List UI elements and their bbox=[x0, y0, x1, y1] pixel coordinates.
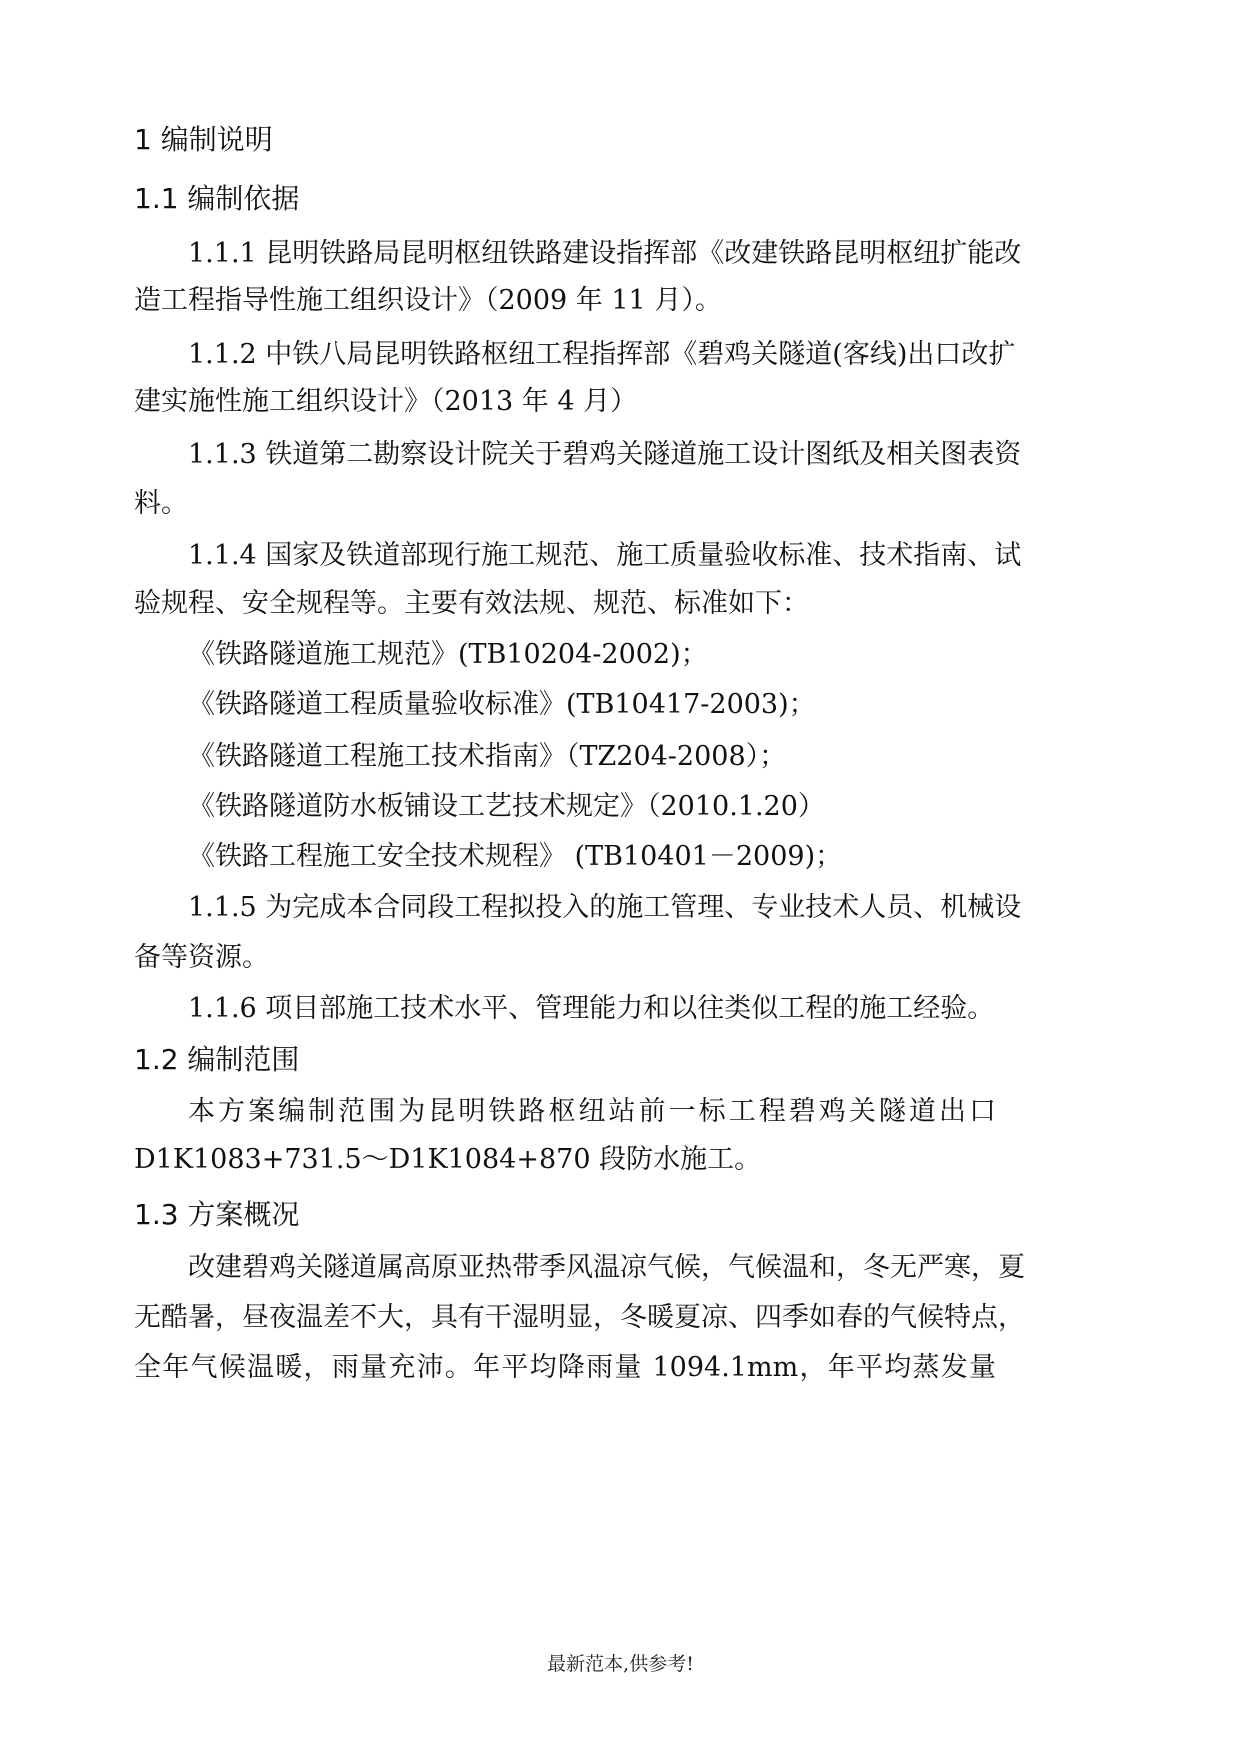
standard-item: 《铁路隧道工程质量验收标准》(TB10417-2003)； bbox=[188, 689, 816, 720]
para-1-1-4-line-1: 1.1.4 国家及铁道部现行施工规范、施工质量验收标准、技术指南、试 bbox=[188, 540, 1022, 571]
standard-item: 《铁路隧道防水板铺设工艺技术规定》（2010.1.20） bbox=[188, 791, 825, 822]
page-footer: 最新范本,供参考! bbox=[547, 1653, 694, 1675]
para-1-1-3-line-2: 料。 bbox=[134, 488, 188, 519]
para-1-2-line-1: 本方案编制范围为昆明铁路枢纽站前一标工程碧鸡关隧道出口 bbox=[188, 1096, 996, 1127]
para-1-1-6: 1.1.6 项目部施工技术水平、管理能力和以往类似工程的施工经验。 bbox=[188, 993, 995, 1024]
standard-item: 《铁路工程施工安全技术规程》 (TB10401－2009)； bbox=[188, 841, 843, 872]
heading-section-1-3: 1.3 方案概况 bbox=[134, 1198, 300, 1231]
standard-item: 《铁路隧道工程施工技术指南》（TZ204-2008）； bbox=[188, 741, 787, 772]
heading-section-1: 1 编制说明 bbox=[134, 123, 273, 156]
para-1-1-2-line-2: 建实施性施工组织设计》（2013 年 4 月） bbox=[134, 386, 638, 417]
para-1-1-1-line-1: 1.1.1 昆明铁路局昆明枢纽铁路建设指挥部《改建铁路昆明枢纽扩能改 bbox=[188, 238, 1022, 269]
para-1-1-5-line-1: 1.1.5 为完成本合同段工程拟投入的施工管理、专业技术人员、机械设 bbox=[188, 892, 1022, 923]
para-1-1-3-line-1: 1.1.3 铁道第二勘察设计院关于碧鸡关隧道施工设计图纸及相关图表资 bbox=[188, 439, 1022, 470]
heading-section-1-2: 1.2 编制范围 bbox=[134, 1043, 300, 1076]
para-1-3-line-2: 无酷暑，昼夜温差不大，具有干湿明显，冬暖夏凉、四季如春的气候特点， bbox=[134, 1302, 1025, 1333]
para-1-1-1-line-2: 造工程指导性施工组织设计》（2009 年 11 月）。 bbox=[134, 285, 722, 316]
heading-section-1-1: 1.1 编制依据 bbox=[134, 182, 300, 215]
para-1-3-line-1: 改建碧鸡关隧道属高原亚热带季风温凉气候，气候温和，冬无严寒，夏 bbox=[188, 1252, 1025, 1283]
para-1-2-line-2: D1K1083+731.5～D1K1084+870 段防水施工。 bbox=[134, 1144, 762, 1175]
para-1-1-5-line-2: 备等资源。 bbox=[134, 942, 269, 973]
para-1-1-4-line-2: 验规程、安全规程等。主要有效法规、规范、标准如下： bbox=[134, 588, 809, 619]
para-1-1-2-line-1: 1.1.2 中铁八局昆明铁路枢纽工程指挥部《碧鸡关隧道(客线)出口改扩 bbox=[188, 339, 1016, 370]
para-1-3-line-3: 全年气候温暖，雨量充沛。年平均降雨量 1094.1mm，年平均蒸发量 bbox=[134, 1352, 996, 1383]
standard-item: 《铁路隧道施工规范》(TB10204-2002)； bbox=[188, 639, 708, 670]
